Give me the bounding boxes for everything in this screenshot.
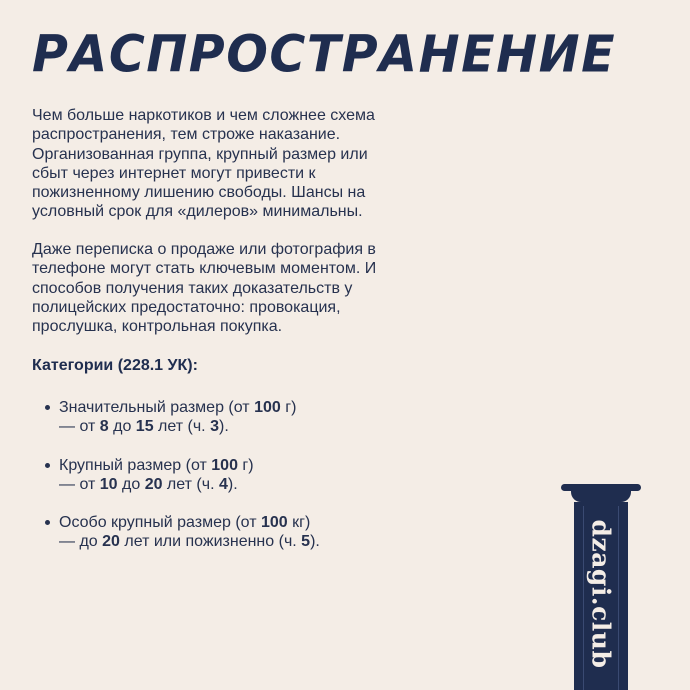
bullet-icon [45,463,50,468]
paragraph-line: способов получения таких доказательств у [32,279,353,297]
column-groove [618,506,619,690]
categories-list [45,398,320,571]
brand-logo: dzagi.club [586,519,616,669]
paragraph-line: полицейских предостаточно: провокация, [32,298,341,316]
list-item [45,513,320,552]
paragraph-evidence [32,240,432,336]
bullet-icon [45,520,50,525]
list-item [45,456,320,495]
category-size: Особо крупный размер (от 100 кг) [59,514,311,532]
categories-heading: Категории (228.1 УК): [32,357,198,374]
category-term: — от 10 до 20 лет (ч. 4). [59,475,238,493]
category-term: — от 8 до 15 лет (ч. 3). [59,418,229,436]
paragraph-line: распространения, тем строже наказание. [32,126,341,144]
column-capital [561,484,641,491]
column-groove [583,506,584,690]
paragraph-line: Организованная группа, крупный размер или [32,145,368,163]
category-term: — до 20 лет или пожизненно (ч. 5). [59,533,320,551]
column-echinus [571,491,631,502]
column-logo-icon [561,484,641,690]
paragraph-line: Даже переписка о продаже или фотография в [32,241,376,258]
paragraph-line: прослушка, контрольная покупка. [32,318,283,336]
list-item [45,398,320,437]
paragraph-line: сбыт через интернет могут привести к [32,164,316,182]
paragraph-line: условный срок для «дилеров» минимальны. [32,203,363,221]
category-size: Значительный размер (от 100 г) [59,399,297,416]
page-title: РАСПРОСТРАНЕНИЕ [32,24,617,85]
paragraph-distribution [32,106,432,222]
paragraph-line: телефоне могут стать ключевым моментом. И [32,260,377,278]
paragraph-line: пожизненному лишению свободы. Шансы на [32,184,366,202]
bullet-icon [45,405,50,410]
paragraph-line: Чем больше наркотиков и чем сложнее схема [32,107,375,124]
category-size: Крупный размер (от 100 г) [59,456,254,474]
